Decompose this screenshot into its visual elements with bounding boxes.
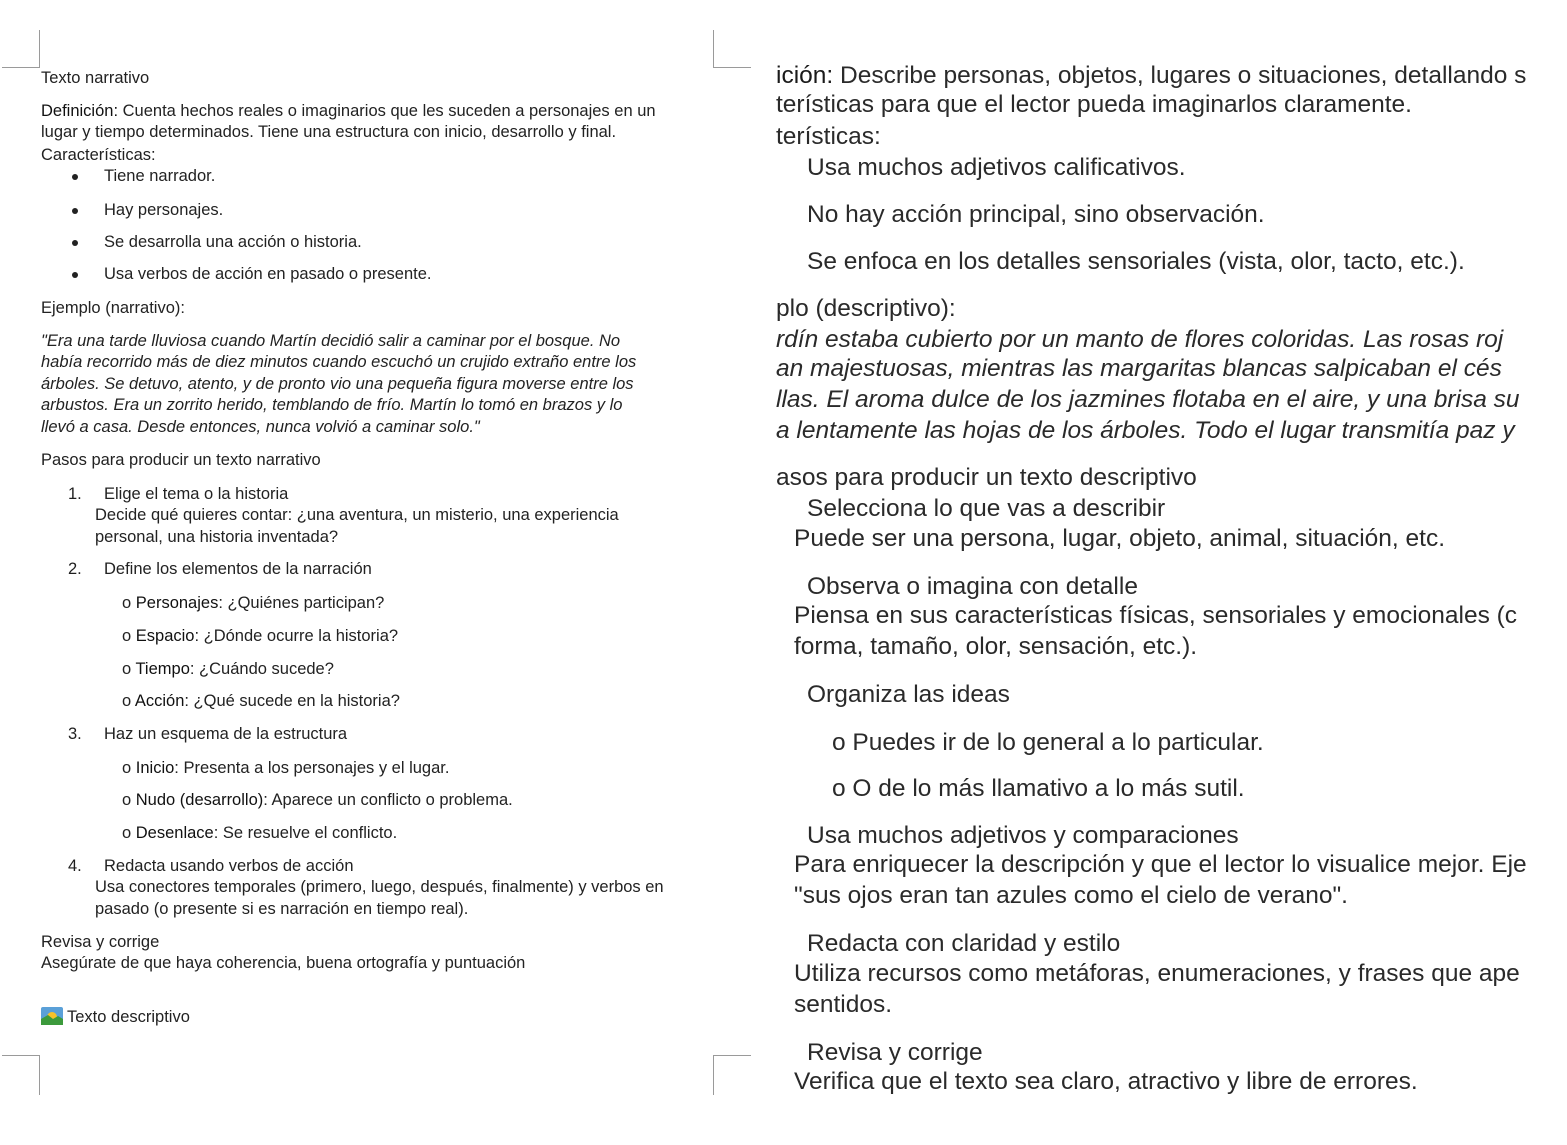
step-number: 4.	[68, 857, 82, 875]
step-title: Organiza las ideas	[807, 681, 1010, 708]
step-text: Decide qué quieres contar: ¿una aventura, un misterio, una experiencia	[95, 506, 619, 524]
sunrise-icon	[41, 1007, 63, 1025]
crop-mark-bottom-left	[2, 1055, 40, 1095]
characteristic-item: Se enfoca en los detalles sensoriales (vista, olor, tacto, etc.).	[807, 248, 1465, 275]
step-title: Revisa y corrige	[807, 1039, 983, 1066]
step-title: Elige el tema o la historia	[104, 485, 289, 503]
example-line: había recorrido más de diez minutos cuando escuchó un crujido extraño entre los	[41, 353, 637, 371]
step-text: pasado (o presente si es narración en tiempo real).	[95, 900, 469, 918]
sub-item: o Tiempo: ¿Cuándo sucede?	[122, 660, 334, 678]
descriptive-definition-line2: terísticas para que el lector pueda imaginarlos claramente.	[776, 91, 1412, 118]
characteristic-item: Hay personajes.	[104, 201, 224, 219]
bullet-icon	[72, 272, 78, 278]
bullet-icon	[72, 174, 78, 180]
step-title: Redacta con claridad y estilo	[807, 930, 1121, 957]
characteristic-item: Usa verbos de acción en pasado o presente.	[104, 265, 432, 283]
step-number: 2.	[68, 560, 82, 578]
narrative-definition: Definición: Cuenta hechos reales o imaginarios que les suceden a personajes en un	[41, 102, 656, 120]
crop-mark-bottom-right	[713, 1055, 751, 1095]
step-title: Haz un esquema de la estructura	[104, 725, 348, 743]
example-heading: Ejemplo (narrativo):	[41, 299, 185, 317]
step-text: Utiliza recursos como metáforas, enumeraciones, y frases que ape	[794, 960, 1520, 987]
step-title: Observa o imagina con detalle	[807, 573, 1138, 600]
sub-item: o O de lo más llamativo a lo más sutil.	[832, 775, 1245, 802]
descriptive-characteristics-heading: terísticas:	[776, 123, 881, 150]
step-title: Redacta usando verbos de acción	[104, 857, 354, 875]
step-text: Usa conectores temporales (primero, luego, después, finalmente) y verbos en	[95, 878, 664, 896]
sub-item: o Inicio: Presenta a los personajes y el lugar.	[122, 759, 450, 777]
sub-item: o Espacio: ¿Dónde ocurre la historia?	[122, 627, 399, 645]
crop-mark-top-right	[713, 30, 751, 68]
example-line: an majestuosas, mientras las margaritas blancas salpicaban el cés	[776, 355, 1502, 382]
narrative-definition-line2: lugar y tiempo determinados. Tiene una estructura con inicio, desarrollo y final.	[41, 123, 617, 141]
example-line: llas. El aroma dulce de los jazmines flotaba en el aire, y una brisa su	[776, 386, 1520, 413]
example-line: arbustos. Era un zorrito herido, temblando de frío. Martín lo tomó en brazos y lo	[41, 396, 623, 414]
step-text: Verifica que el texto sea claro, atractivo y libre de errores.	[794, 1068, 1418, 1095]
bullet-icon	[72, 240, 78, 246]
step-text: Para enriquecer la descripción y que el lector lo visualice mejor. Eje	[794, 851, 1527, 878]
characteristic-item: Se desarrolla una acción o historia.	[104, 233, 362, 251]
sub-item: o Acción: ¿Qué sucede en la historia?	[122, 692, 400, 710]
descriptive-example-heading: plo (descriptivo):	[776, 295, 956, 322]
step-title: Usa muchos adjetivos y comparaciones	[807, 822, 1239, 849]
narrative-title: Texto narrativo	[41, 69, 150, 87]
step-text: Piensa en sus características físicas, sensoriales y emocionales (c	[794, 602, 1518, 629]
left-page	[0, 0, 770, 1145]
sub-item: o Personajes: ¿Quiénes participan?	[122, 594, 385, 612]
step-title: Selecciona lo que vas a describir	[807, 495, 1166, 522]
review-title: Revisa y corrige	[41, 933, 160, 951]
sub-item: o Puedes ir de lo general a lo particular.	[832, 729, 1264, 756]
characteristic-item: No hay acción principal, sino observación.	[807, 201, 1265, 228]
characteristic-item: Usa muchos adjetivos calificativos.	[807, 154, 1186, 181]
descriptive-steps-heading: asos para producir un texto descriptivo	[776, 464, 1197, 491]
characteristic-item: Tiene narrador.	[104, 167, 216, 185]
right-page	[770, 0, 1567, 1145]
definition-label: Definición:	[41, 102, 119, 120]
bullet-icon	[72, 208, 78, 214]
sub-item: o Nudo (desarrollo): Aparece un conflicto o problema.	[122, 791, 513, 809]
step-text: personal, una historia inventada?	[95, 528, 339, 546]
crop-mark-top-left	[2, 30, 40, 68]
example-line: llevó a casa. Desde entonces, nunca volvió a caminar solo."	[41, 418, 480, 436]
descriptive-definition: ición: Describe personas, objetos, lugares o situaciones, detallando s	[776, 62, 1527, 89]
step-title: Define los elementos de la narración	[104, 560, 372, 578]
example-line: rdín estaba cubierto por un manto de flores coloridas. Las rosas roj	[776, 326, 1504, 353]
step-number: 1.	[68, 485, 82, 503]
step-number: 3.	[68, 725, 82, 743]
step-text: sentidos.	[794, 991, 893, 1018]
example-line: a lentamente las hojas de los árboles. Todo el lugar transmitía paz y	[776, 417, 1515, 444]
example-line: "Era una tarde lluviosa cuando Martín decidió salir a caminar por el bosque. No	[41, 332, 621, 350]
steps-heading: Pasos para producir un texto narrativo	[41, 451, 321, 469]
characteristics-heading: Características:	[41, 146, 156, 164]
review-text: Asegúrate de que haya coherencia, buena ortografía y puntuación	[41, 954, 526, 972]
step-text: Puede ser una persona, lugar, objeto, animal, situación, etc.	[794, 525, 1446, 552]
sub-item: o Desenlace: Se resuelve el conflicto.	[122, 824, 398, 842]
descriptive-title: Texto descriptivo	[41, 1007, 190, 1028]
step-text: "sus ojos eran tan azules como el cielo de verano".	[794, 882, 1348, 909]
step-text: forma, tamaño, olor, sensación, etc.).	[794, 633, 1198, 660]
example-line: árboles. Se detuvo, atento, y de pronto vio una pequeña figura moverse entre los	[41, 375, 634, 393]
